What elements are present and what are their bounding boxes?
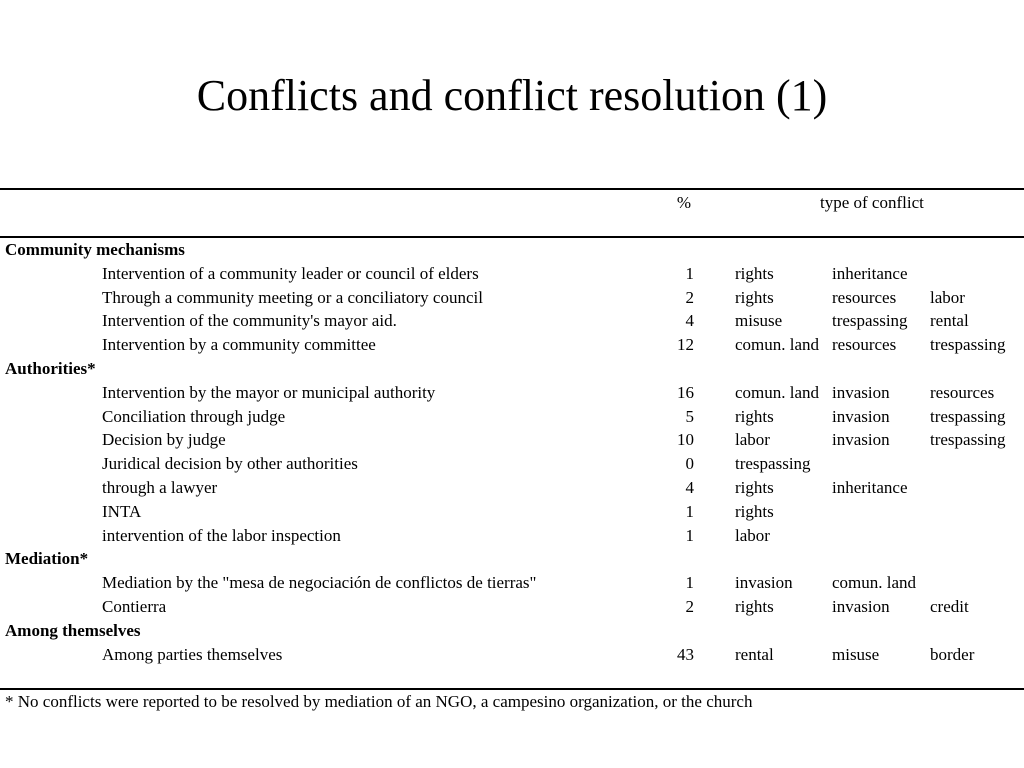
conflict-type-1: rights [735, 287, 774, 307]
percent-value: 12 [677, 335, 694, 355]
conflict-type-1: rights [735, 596, 774, 616]
conflict-type-1: trespassing [735, 454, 811, 474]
section-heading: Authorities* [5, 358, 96, 378]
table-row [0, 428, 1024, 452]
conflict-type-1: rights [735, 406, 774, 426]
mechanism-label: INTA [102, 501, 142, 521]
percent-value: 1 [685, 573, 694, 593]
percent-value: 0 [685, 454, 694, 474]
section-heading: Mediation* [5, 549, 89, 569]
table-row [0, 286, 1024, 310]
percent-value: 1 [685, 501, 694, 521]
conflict-type-1: labor [735, 430, 770, 450]
table-row [0, 262, 1024, 286]
conflict-type-2: trespassing [832, 311, 908, 331]
conflict-type-3: labor [930, 287, 965, 307]
table-row [0, 333, 1024, 357]
conflict-type-2: inheritance [832, 263, 908, 283]
conflict-type-3: border [930, 644, 975, 664]
column-header-type-of-conflict: type of conflict [820, 193, 924, 212]
mechanism-label: Mediation by the "mesa de negociación de conflictos de tierras" [102, 573, 537, 593]
conflict-type-2: resources [832, 287, 897, 307]
conflict-type-1: invasion [735, 573, 793, 593]
conflict-type-1: comun. land [735, 335, 820, 355]
conflict-type-1: rental [735, 644, 774, 664]
mechanism-label: Juridical decision by other authorities [102, 454, 358, 474]
conflict-type-2: resources [832, 335, 897, 355]
mechanism-label: Intervention of a community leader or council of elders [102, 263, 479, 283]
mechanism-label: Intervention by a community committee [102, 335, 376, 355]
mechanism-label: Through a community meeting or a conciliatory council [102, 287, 483, 307]
mechanism-label: Decision by judge [102, 430, 226, 450]
conflict-type-1: comun. land [735, 382, 820, 402]
conflict-type-3: trespassing [930, 406, 1006, 426]
table-row [0, 643, 1024, 667]
section-heading: Community mechanisms [5, 240, 185, 259]
percent-value: 16 [677, 382, 694, 402]
conflict-type-3: rental [930, 311, 969, 331]
table-row [0, 500, 1024, 524]
mechanism-label: Conciliation through judge [102, 406, 286, 426]
percent-value: 1 [685, 525, 694, 545]
conflict-type-2: comun. land [832, 573, 917, 593]
percent-value: 4 [685, 311, 694, 331]
conflict-type-2: misuse [832, 644, 880, 664]
percent-value: 2 [685, 287, 694, 307]
section-heading: Among themselves [5, 620, 141, 640]
conflict-type-1: rights [735, 501, 774, 521]
table-row [0, 571, 1024, 595]
conflict-type-2: invasion [832, 382, 890, 402]
conflict-type-2: invasion [832, 430, 890, 450]
slide-title: Conflicts and conflict resolution (1) [196, 71, 828, 120]
percent-value: 4 [685, 477, 694, 497]
section-heading-row [0, 547, 1024, 571]
conflict-type-3: resources [930, 382, 995, 402]
table-top-rule [0, 188, 1024, 190]
percent-value: 2 [685, 596, 694, 616]
conflict-type-2: invasion [832, 406, 890, 426]
conflict-type-1: rights [735, 263, 774, 283]
table-row [0, 524, 1024, 548]
table-row [0, 381, 1024, 405]
conflict-type-2: invasion [832, 596, 890, 616]
conflict-type-1: labor [735, 525, 770, 545]
table-body [0, 238, 1024, 666]
mechanism-label: through a lawyer [102, 477, 218, 497]
percent-value: 10 [677, 430, 694, 450]
column-header-percent: % [676, 193, 692, 212]
conflict-type-1: misuse [735, 311, 783, 331]
table-bottom-rule [0, 688, 1024, 690]
conflict-type-3: trespassing [930, 430, 1006, 450]
conflict-type-1: rights [735, 477, 774, 497]
mechanism-label: Contierra [102, 596, 167, 616]
footnote: * No conflicts were reported to be resolved by mediation of an NGO, a campesino organization, or the church [5, 692, 753, 711]
conflict-type-3: credit [930, 596, 969, 616]
percent-value: 43 [677, 644, 694, 664]
percent-value: 1 [685, 263, 694, 283]
conflict-type-2: inheritance [832, 477, 908, 497]
mechanism-label: Intervention by the mayor or municipal authority [102, 382, 436, 402]
table-row [0, 595, 1024, 619]
table-row [0, 309, 1024, 333]
table-row [0, 452, 1024, 476]
section-heading-row [0, 619, 1024, 643]
section-heading-row [0, 357, 1024, 381]
mechanism-label: Intervention of the community's mayor aid. [102, 311, 397, 331]
percent-value: 5 [685, 406, 694, 426]
table-row [0, 405, 1024, 429]
mechanism-label: Among parties themselves [102, 644, 283, 664]
table-row [0, 476, 1024, 500]
section-heading-row [0, 238, 1024, 262]
mechanism-label: intervention of the labor inspection [102, 525, 341, 545]
conflict-type-3: trespassing [930, 335, 1006, 355]
